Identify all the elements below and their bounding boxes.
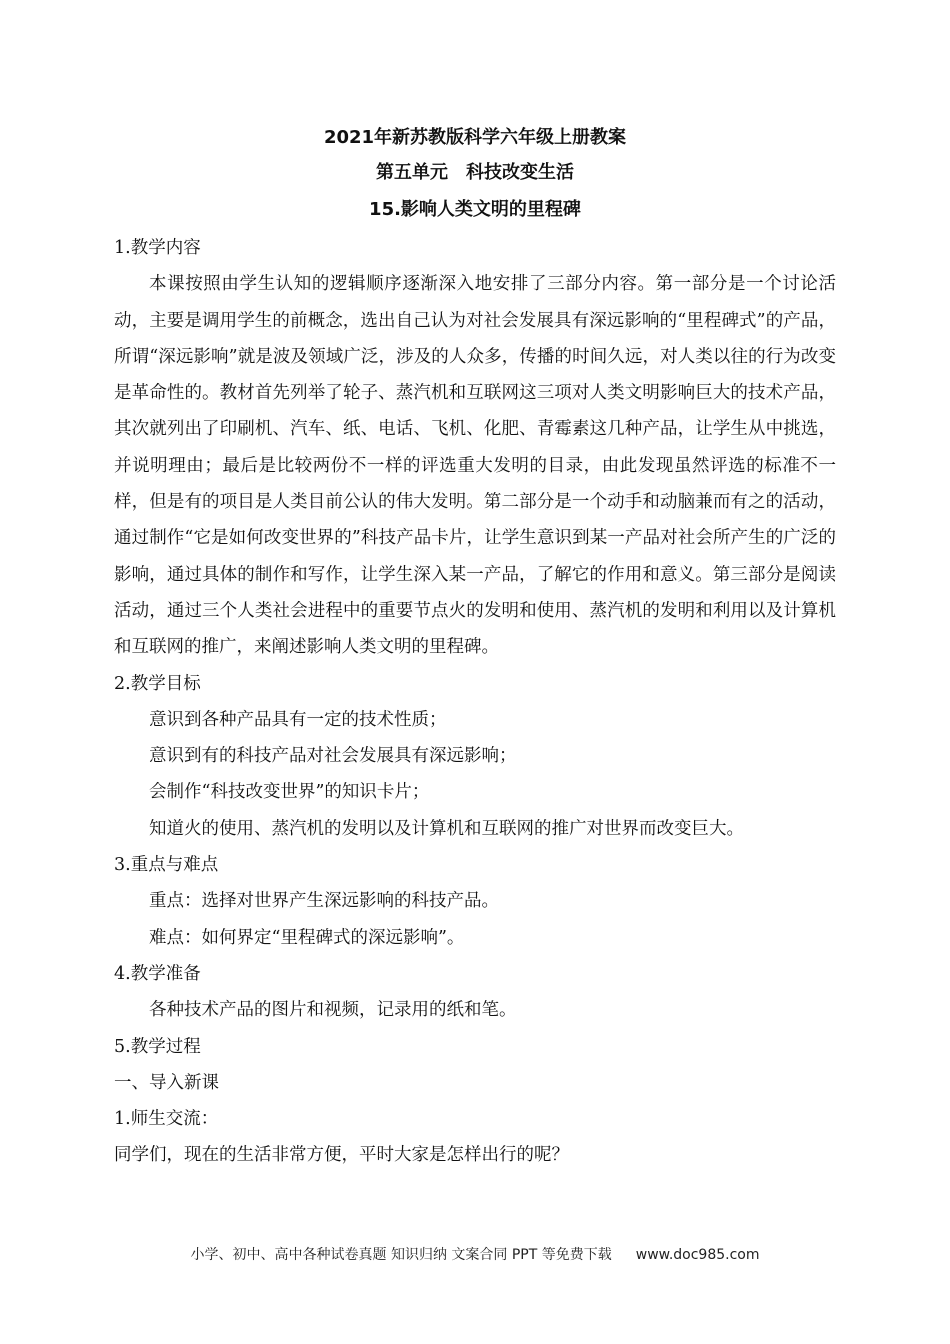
section-heading-content: 1.教学内容: [114, 238, 201, 258]
goal-item: 会制作“科技改变世界”的知识卡片；: [149, 782, 430, 803]
process-text: 同学们，现在的生活非常方便，平时大家是怎样出行的呢？: [114, 1145, 569, 1166]
section-heading-process: 5.教学过程: [114, 1036, 201, 1057]
document-title: 2021年新苏教版科学六年级上册教案: [323, 127, 627, 148]
difficult-point: 难点：如何界定“里程碑式的深远影响”。: [149, 927, 465, 948]
unit-title: 第五单元 科技改变生活: [376, 162, 574, 183]
goal-item: 知道火的使用、蒸汽机的发明以及计算机和互联网的推广对世界而改变巨大。: [149, 818, 744, 839]
section-heading-goals: 2.教学目标: [114, 673, 201, 694]
document-body: [114, 230, 836, 1174]
goal-item: 意识到各种产品具有一定的技术性质；: [149, 709, 447, 730]
footer-url[interactable]: www.doc985.com: [635, 1247, 760, 1263]
footer-text: 小学、初中、高中各种试卷真题 知识归纳 文案合同 PPT 等免费下载: [190, 1247, 612, 1263]
page-footer: [0, 1244, 950, 1264]
preparation-text: 各种技术产品的图片和视频，记录用的纸和笔。: [149, 1000, 517, 1021]
process-step: 1.师生交流：: [114, 1109, 219, 1130]
lesson-title: 15.影响人类文明的里程碑: [369, 199, 581, 220]
section-heading-key-points: 3.重点与难点: [114, 855, 219, 876]
content-paragraph: 本课按照由学生认知的逻辑顺序逐渐深入地安排了三部分内容。第一部分是一个讨论活动，主要是调用学生的前概念，选出自己认为对社会发展具有深远影响的“里程碑式”的产品，所谓“深远影响”就是波及领域广泛，涉及的人众多，传播的时间久远，对人类以往的行为改变是革命性的。教材首先列举了轮子、蒸汽机和互联网这三项对人类文明影响巨大的技术产品，其次就列出了印刷机、汽车、纸、电话、飞机、化肥、青霉素这几种产品，让学生从中挑选，并说明理由；最后是比较两份不一样的评选重大发明的目录，由此发现虽然评选的标准不一样，但是有的项目是人类目前公认的伟大发明。第二部分是一个动手和动脑兼而有之的活动，通过制作“它是如何改变世界的”科技产品卡片，让学生意识到某一产品对社会所产生的广泛的影响，通过具体的制作和写作，让学生深入某一产品，了解它的作用和意义。第三部分是阅读活动，通过三个人类社会进程中的重要节点火的发明和使用、蒸汽机的发明和利用以及计算机和互联网的推广，来阐述影响人类文明的里程碑。: [114, 274, 836, 658]
key-point: 重点：选择对世界产生深远影响的科技产品。: [149, 891, 499, 912]
goal-item: 意识到有的科技产品对社会发展具有深远影响；: [149, 746, 517, 767]
section-heading-preparation: 4.教学准备: [114, 963, 201, 984]
process-subheading: 一、导入新课: [114, 1072, 219, 1093]
